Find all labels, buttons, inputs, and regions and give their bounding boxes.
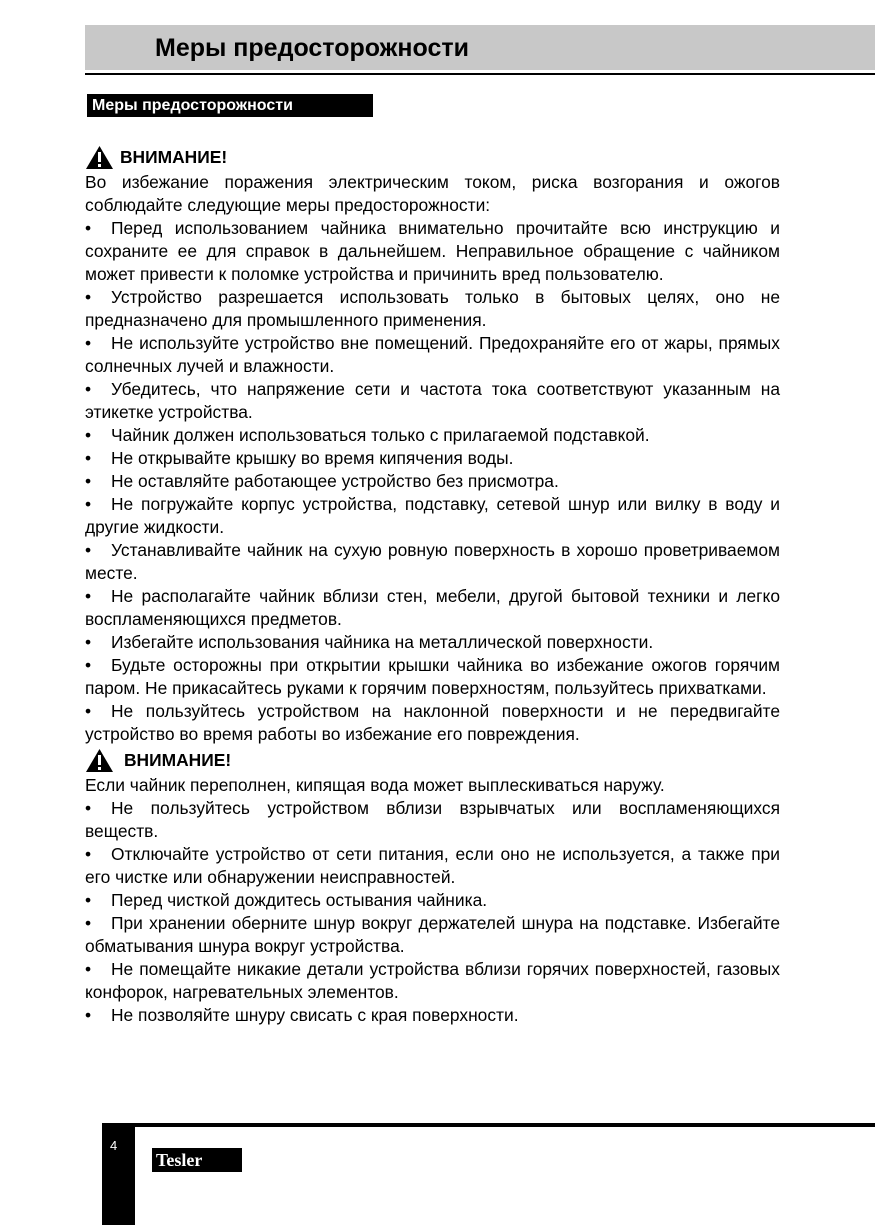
warning-heading-2 (85, 746, 780, 774)
list-item: • При хранении оберните шнур вокруг держателей шнура на подставке. Избегайте обматывания шнура вокруг устройства. (85, 913, 780, 956)
footer-divider (102, 1123, 875, 1127)
bullet-icon: • (85, 333, 92, 353)
bullet-icon: • (85, 471, 92, 491)
bullet-icon: • (85, 701, 92, 721)
bullet-icon: • (85, 494, 92, 514)
list-item: • Будьте осторожны при открытии крышки чайника во избежание ожогов горячим паром. Не прикасайтесь руками к горячим поверхностям, пользуйтесь прихватками. (85, 655, 780, 698)
list-item: • Не оставляйте работающее устройство без присмотра. (85, 471, 559, 491)
bullet-icon: • (85, 655, 92, 675)
list-item: • Избегайте использования чайника на металлической поверхности. (85, 632, 654, 652)
bullet-icon: • (85, 218, 92, 238)
list-item: • Чайник должен использоваться только с прилагаемой подставкой. (85, 425, 650, 445)
bullet-icon: • (85, 425, 92, 445)
page-number: 4 (110, 1138, 118, 1153)
bullet-icon: • (85, 844, 92, 864)
warning-heading-1 (85, 143, 780, 171)
bullet-icon: • (85, 586, 92, 606)
bullet-icon: • (85, 632, 92, 652)
bullet-icon: • (85, 890, 92, 910)
list-item: • Не позволяйте шнуру свисать с края поверхности. (85, 1005, 519, 1025)
footer-block (102, 1123, 135, 1225)
list-item: • Не помещайте никакие детали устройства вблизи горячих поверхностей, газовых конфорок, нагревательных элементов. (85, 959, 780, 1002)
list-item: • Перед чисткой дождитесь остывания чайника. (85, 890, 488, 910)
list-item: • Убедитесь, что напряжение сети и частота тока соответствуют указанным на этикетке устройства. (85, 379, 780, 422)
bullet-icon: • (85, 1005, 92, 1025)
list-item: • Не используйте устройство вне помещений. Предохраняйте его от жары, прямых солнечных лучей и влажности. (85, 333, 780, 376)
bullet-icon: • (85, 798, 92, 818)
list-item: • Устанавливайте чайник на сухую ровную поверхность в хорошо проветриваемом месте. (85, 540, 780, 583)
list-item: • Не располагайте чайник вблизи стен, мебели, другой бытовой техники и легко воспламеняющихся предметов. (85, 586, 780, 629)
header-divider (85, 73, 875, 75)
list-item: • Не пользуйтесь устройством на наклонной поверхности и не передвигайте устройство во время работы во избежание его повреждения. (85, 701, 780, 744)
bullet-icon: • (85, 540, 92, 560)
list-item: • Устройство разрешается использовать только в бытовых целях, оно не предназначено для промышленного применения. (85, 287, 780, 330)
bullet-icon: • (85, 379, 92, 399)
bullet-icon: • (85, 287, 92, 307)
brand-text: Tesler (156, 1150, 203, 1170)
warning-intro: Во избежание поражения электрическим током, риска возгорания и ожогов соблюдайте следующие меры предосторожности: (85, 172, 780, 215)
section-label: Меры предосторожности (87, 94, 373, 117)
bullet-icon: • (85, 913, 92, 933)
page-title: Меры предосторожности (155, 34, 469, 62)
instructions-content (85, 143, 780, 1027)
list-item: • Не пользуйтесь устройством вблизи взрывчатых или воспламеняющихся веществ. (85, 798, 780, 841)
bullet-icon: • (85, 959, 92, 979)
warning-triangle-icon (85, 748, 114, 773)
warning-heading-text: ВНИМАНИЕ! (124, 749, 232, 770)
warning-triangle-icon (85, 145, 114, 170)
list-item: • Отключайте устройство от сети питания, если оно не используется, а также при его чистке или обнаружении неисправностей. (85, 844, 780, 887)
bullet-icon: • (85, 448, 92, 468)
tesler-logo (152, 1148, 242, 1172)
list-item: • Не открывайте крышку во время кипячения воды. (85, 448, 514, 468)
list-item: • Перед использованием чайника внимательно прочитайте всю инструкцию и сохраните ее для справок в дальнейшем. Неправильное обращение с чайником может привести к поломке устройства и причинить вред пользователю. (85, 218, 780, 284)
warning-intro: Если чайник переполнен, кипящая вода может выплескиваться наружу. (85, 775, 665, 795)
list-item: • Не погружайте корпус устройства, подставку, сетевой шнур или вилку в воду и другие жидкости. (85, 494, 780, 537)
warning-heading-text: ВНИМАНИЕ! (120, 146, 228, 167)
